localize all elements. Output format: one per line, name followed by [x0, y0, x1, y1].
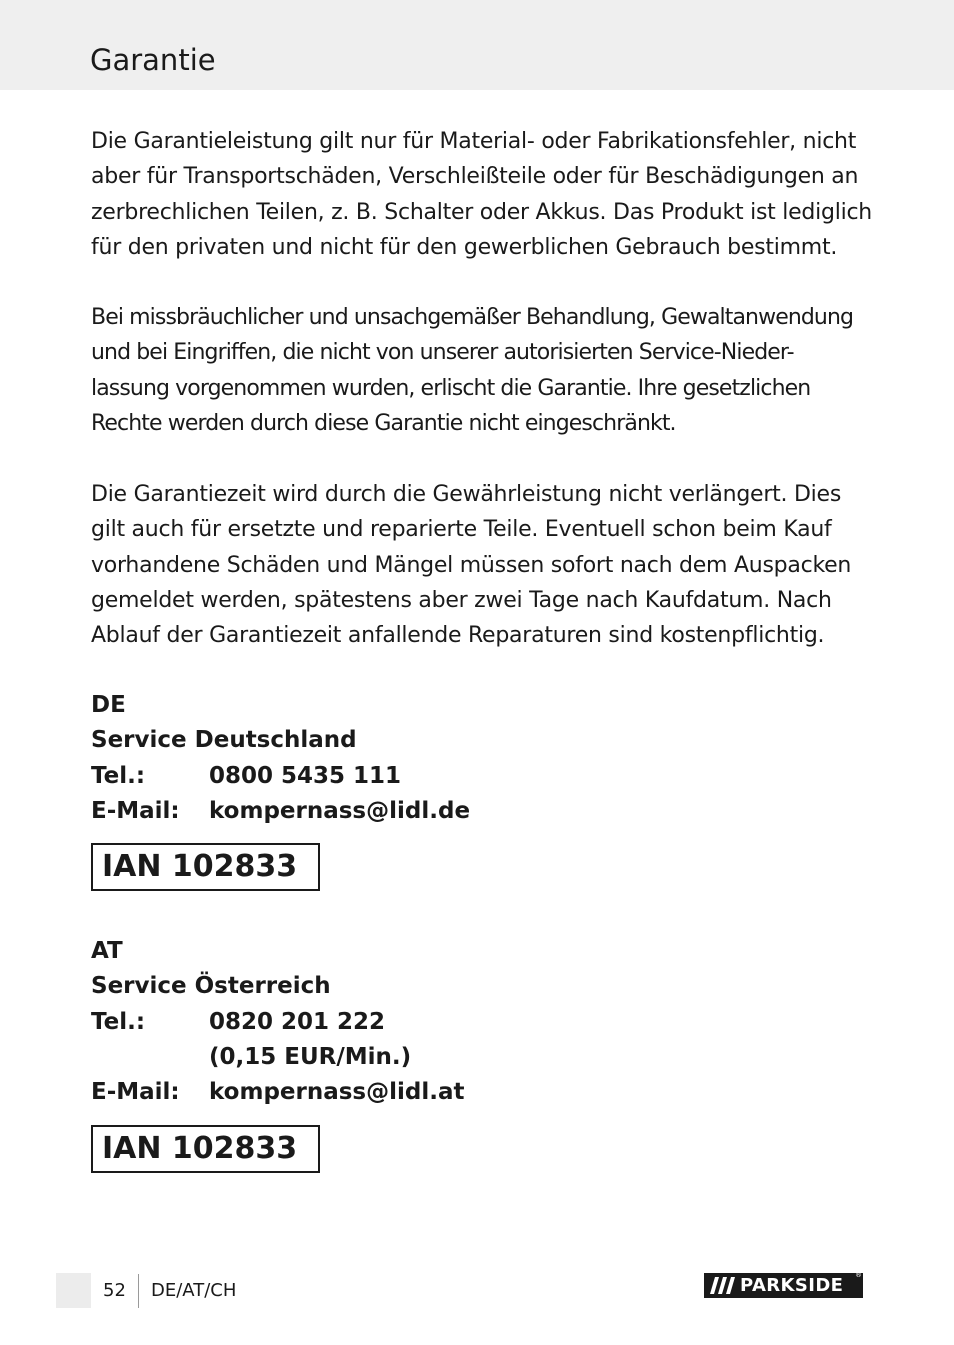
service-name-de: Service Deutschland [91, 727, 357, 754]
logo-text: PARKSIDE [740, 1275, 844, 1296]
tel-number-at: 0820 201 222 [209, 1008, 386, 1035]
service-block-de [91, 688, 791, 829]
parkside-logo [704, 1273, 863, 1298]
service-block-at [91, 934, 791, 1110]
service-name-at: Service Österreich [91, 973, 331, 1000]
service-country-de: DE [91, 692, 126, 718]
email-label-de: E-Mail: [91, 797, 180, 824]
logo-slashes-icon [704, 1273, 740, 1298]
warranty-paragraph-3: Die Garantiezeit wird durch die Gewährleistung nicht verlängert. Dies gilt auch für ersetzte und reparierte Teile. Eventuell schon beim Kauf vorhandene Schäden und Mängel müssen sofort nach dem Auspacken gemeldet werden, spätestens aber zwei Tage nach Kaufdatum. Nach Ablauf der Garantiezeit anfallende Reparaturen sind kostenpflichtig. [91, 482, 852, 649]
tel-note-spacer [91, 1040, 209, 1075]
tel-number-de: 0800 5435 111 [209, 762, 402, 789]
ian-box-at: IAN 102833 [91, 1125, 320, 1173]
page-title: Garantie [90, 43, 216, 77]
ian-box-de: IAN 102833 [91, 843, 320, 891]
warranty-paragraph-2: Bei missbräuchlicher und unsachgemäßer Behandlung, Gewaltanwendung und bei Eingriffen, die nicht von unserer autorisierten Service-Nieder- lassung vorgenommen wurden, erlischt die Garantie. Ihre gesetzlichen Rechte werden durch diese Garantie nicht eingeschränkt. [91, 305, 854, 436]
email-address-at[interactable]: kompernass@lidl.at [209, 1079, 465, 1106]
registered-mark: ® [855, 1271, 862, 1279]
email-label-at: E-Mail: [91, 1079, 180, 1106]
service-country-at: AT [91, 938, 123, 964]
tel-label-de: Tel.: [91, 762, 146, 789]
tel-note-at: (0,15 EUR/Min.) [209, 1043, 412, 1070]
warranty-paragraph-1: Die Garantieleistung gilt nur für Material- oder Fabrikationsfehler, nicht aber für Transportschäden, Verschleißteile oder für Beschädigungen an zerbrechlichen Teilen, z. B. Schalter oder Akkus. Das Produkt ist lediglich für den privaten und nicht für den gewerblichen Gebrauch bestimmt. [91, 129, 872, 260]
page-number: 52 [103, 1280, 126, 1301]
footer-region: DE/AT/CH [151, 1280, 237, 1301]
footer-divider [138, 1274, 139, 1308]
tel-label-at: Tel.: [91, 1008, 146, 1035]
footer-square [56, 1273, 91, 1308]
email-address-de[interactable]: kompernass@lidl.de [209, 797, 471, 824]
